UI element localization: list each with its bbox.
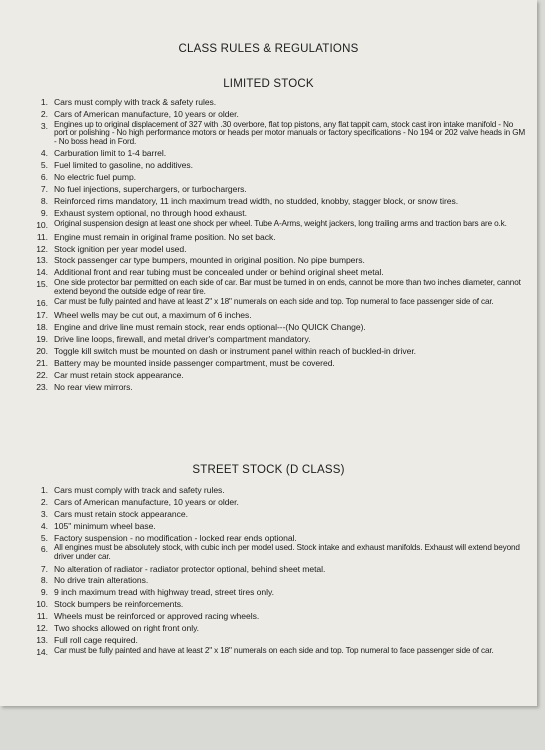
list-item — [28, 97, 528, 107]
list-item — [28, 611, 528, 621]
rule-text: Engine must remain in original frame position. No set back. — [54, 231, 276, 242]
rule-text: Additional front and rear tubing must be concealed under or behind original sheet metal. — [54, 267, 384, 278]
list-item — [28, 255, 528, 265]
rule-number: 8. — [40, 196, 48, 207]
rule-text: No rear view mirrors. — [54, 381, 133, 392]
rule-number: 7. — [40, 563, 48, 574]
rule-number: 10. — [36, 599, 48, 610]
list-item — [28, 575, 528, 585]
rule-text: No electric fuel pump. — [54, 172, 137, 183]
list-item — [28, 121, 528, 147]
rule-number: 13. — [36, 255, 48, 266]
rule-text: Wheels must be reinforced or approved racing wheels. — [54, 611, 260, 622]
rule-text: 105" minimum wheel base. — [54, 520, 156, 531]
rule-number: 7. — [40, 184, 48, 195]
rule-text: Two shocks allowed on right front only. — [54, 622, 200, 633]
list-item — [28, 232, 528, 242]
rule-text: Toggle kill switch must be mounted on dash or instrument panel within reach of buckled-in driver. — [54, 345, 417, 356]
rule-text: All engines must be absolutely stock, with cubic inch per model used. Stock intake and exhaust manifolds. Exhaust will extend beyond driver under car. — [54, 543, 520, 562]
rule-number: 6. — [40, 172, 48, 183]
list-item — [28, 521, 528, 531]
list-item — [28, 544, 528, 561]
rule-number: 8. — [40, 575, 48, 586]
rule-number: 14. — [36, 646, 48, 657]
rule-text: Wheel wells may be cut out, a maximum of 6 inches. — [54, 310, 252, 321]
rule-text: No alteration of radiator - radiator protector optional, behind sheet metal. — [54, 563, 326, 574]
rule-text: 9 inch maximum tread with highway tread, street tires only. — [54, 587, 274, 598]
rule-text: Exhaust system optional, no through hood exhaust. — [54, 207, 247, 218]
rule-text: Cars of American manufacture, 10 years or older. — [54, 496, 239, 507]
rule-number: 13. — [36, 634, 48, 645]
list-item — [28, 647, 528, 657]
rule-number: 17. — [36, 310, 48, 321]
rule-number: 16. — [36, 298, 48, 309]
rule-number: 12. — [36, 243, 48, 254]
list-item — [28, 267, 528, 277]
list-item — [28, 334, 528, 344]
rule-number: 11. — [36, 611, 48, 622]
rule-text: Fuel limited to gasoline, no additives. — [54, 160, 193, 171]
list-item — [28, 382, 528, 392]
list-item — [28, 346, 528, 356]
list-item — [28, 220, 528, 230]
rule-number: 3. — [40, 508, 48, 519]
list-item — [28, 322, 528, 332]
rule-text: Cars of American manufacture, 10 years or older. — [54, 108, 239, 119]
rule-number: 3. — [40, 120, 48, 131]
list-item — [28, 184, 528, 194]
rule-number: 18. — [36, 322, 48, 333]
rule-text: Battery may be mounted inside passenger compartment, must be covered. — [54, 357, 335, 368]
rule-text: Stock bumpers be reinforcements. — [54, 599, 184, 610]
rule-text: One side protector bar permitted on each side of car. Bar must be turned in on ends, cannot be more than two inches diameter, cannot extend beyond the outside edge of rear tire. — [54, 278, 521, 296]
rule-number: 12. — [36, 622, 48, 633]
rule-number: 1. — [40, 485, 48, 495]
rule-text: Car must retain stock appearance. — [54, 369, 184, 380]
list-item — [28, 635, 528, 645]
street-stock-heading: STREET STOCK (D CLASS) — [192, 464, 345, 476]
rule-number: 2. — [40, 108, 48, 119]
list-item — [28, 623, 528, 633]
list-item — [28, 208, 528, 218]
rule-number: 14. — [36, 267, 48, 278]
list-item — [28, 148, 528, 158]
list-item — [28, 533, 528, 543]
list-item — [28, 172, 528, 182]
rule-text: Engine and drive line must remain stock, rear ends optional---(No QUICK Change). — [54, 322, 366, 333]
rule-text: Car must be fully painted and have at least 2" x 18" numerals on each side and top. Top numeral to face passenger side of car. — [54, 645, 494, 655]
limited-stock-heading: LIMITED STOCK — [223, 78, 314, 90]
rule-number: 19. — [36, 334, 48, 344]
rule-number: 1. — [40, 97, 48, 107]
rule-number: 23. — [36, 381, 48, 392]
rule-number: 2. — [40, 496, 48, 507]
list-item — [28, 298, 528, 308]
rule-number: 4. — [40, 148, 48, 159]
rule-text: Full roll cage required. — [54, 634, 138, 645]
rule-text: Cars must retain stock appearance. — [54, 508, 188, 519]
rule-text: Carburation limit to 1-4 barrel. — [54, 148, 167, 159]
rule-number: 22. — [36, 369, 48, 380]
list-item — [28, 196, 528, 206]
list-item — [28, 358, 528, 368]
rule-number: 21. — [36, 357, 48, 368]
rule-text: Car must be fully painted and have at least 2" x 18" numerals on each side and top. Top numeral to face passenger side of car. — [54, 297, 494, 307]
list-item — [28, 244, 528, 254]
list-item — [28, 160, 528, 170]
rule-text: Cars must comply with track and safety rules. — [54, 485, 225, 495]
rule-text: Stock passenger car type bumpers, mounted in original position. No pipe bumpers. — [54, 255, 365, 266]
list-item — [28, 497, 528, 507]
rule-number: 5. — [40, 532, 48, 543]
rule-number: 5. — [40, 160, 48, 171]
rule-number: 9. — [40, 207, 48, 218]
rule-number: 6. — [40, 544, 48, 555]
list-item — [28, 485, 528, 495]
rule-text: No fuel injections, superchargers, or turbochargers. — [54, 184, 247, 195]
rule-text: Factory suspension - no modification - locked rear ends optional. — [54, 532, 297, 543]
list-item — [28, 370, 528, 380]
list-item — [28, 509, 528, 519]
rule-text: No drive train alterations. — [54, 575, 149, 586]
rule-text: Stock ignition per year model used. — [54, 243, 187, 254]
rule-number: 9. — [40, 587, 48, 598]
list-item — [28, 599, 528, 609]
rule-text: Drive line loops, firewall, and metal driver's compartment mandatory. — [54, 334, 311, 344]
rule-text: Cars must comply with track & safety rules. — [54, 97, 217, 107]
page-title: CLASS RULES & REGULATIONS — [178, 43, 359, 55]
list-item — [28, 310, 528, 320]
rule-number: 15. — [36, 279, 48, 290]
list-item — [28, 109, 528, 119]
list-item — [28, 564, 528, 574]
rule-number: 4. — [40, 520, 48, 531]
rule-text: Engines up to original displacement of 327 with .30 overbore, flat top pistons, any flat tappit cam, stock cast iron intake manifold - No port or polishing - No high performance motors or heads per motor manuals or factory specifications - No 194 or 202 valve heads in GM - No boss head in Ford. — [54, 119, 526, 146]
limited-stock-rules — [28, 97, 528, 393]
rule-number: 10. — [36, 219, 48, 230]
list-item — [28, 279, 528, 296]
rule-number: 11. — [36, 231, 48, 242]
street-stock-rules — [28, 485, 528, 659]
rule-number: 20. — [36, 345, 48, 356]
rule-text: Original suspension design at least one shock per wheel. Tube A-Arms, weight jackers, long trailing arms and traction bars are o.k. — [54, 218, 507, 228]
rule-text: Reinforced rims mandatory, 11 inch maximum tread width, no studded, knobby, stagger block, or snow tires. — [54, 196, 459, 207]
list-item — [28, 587, 528, 597]
